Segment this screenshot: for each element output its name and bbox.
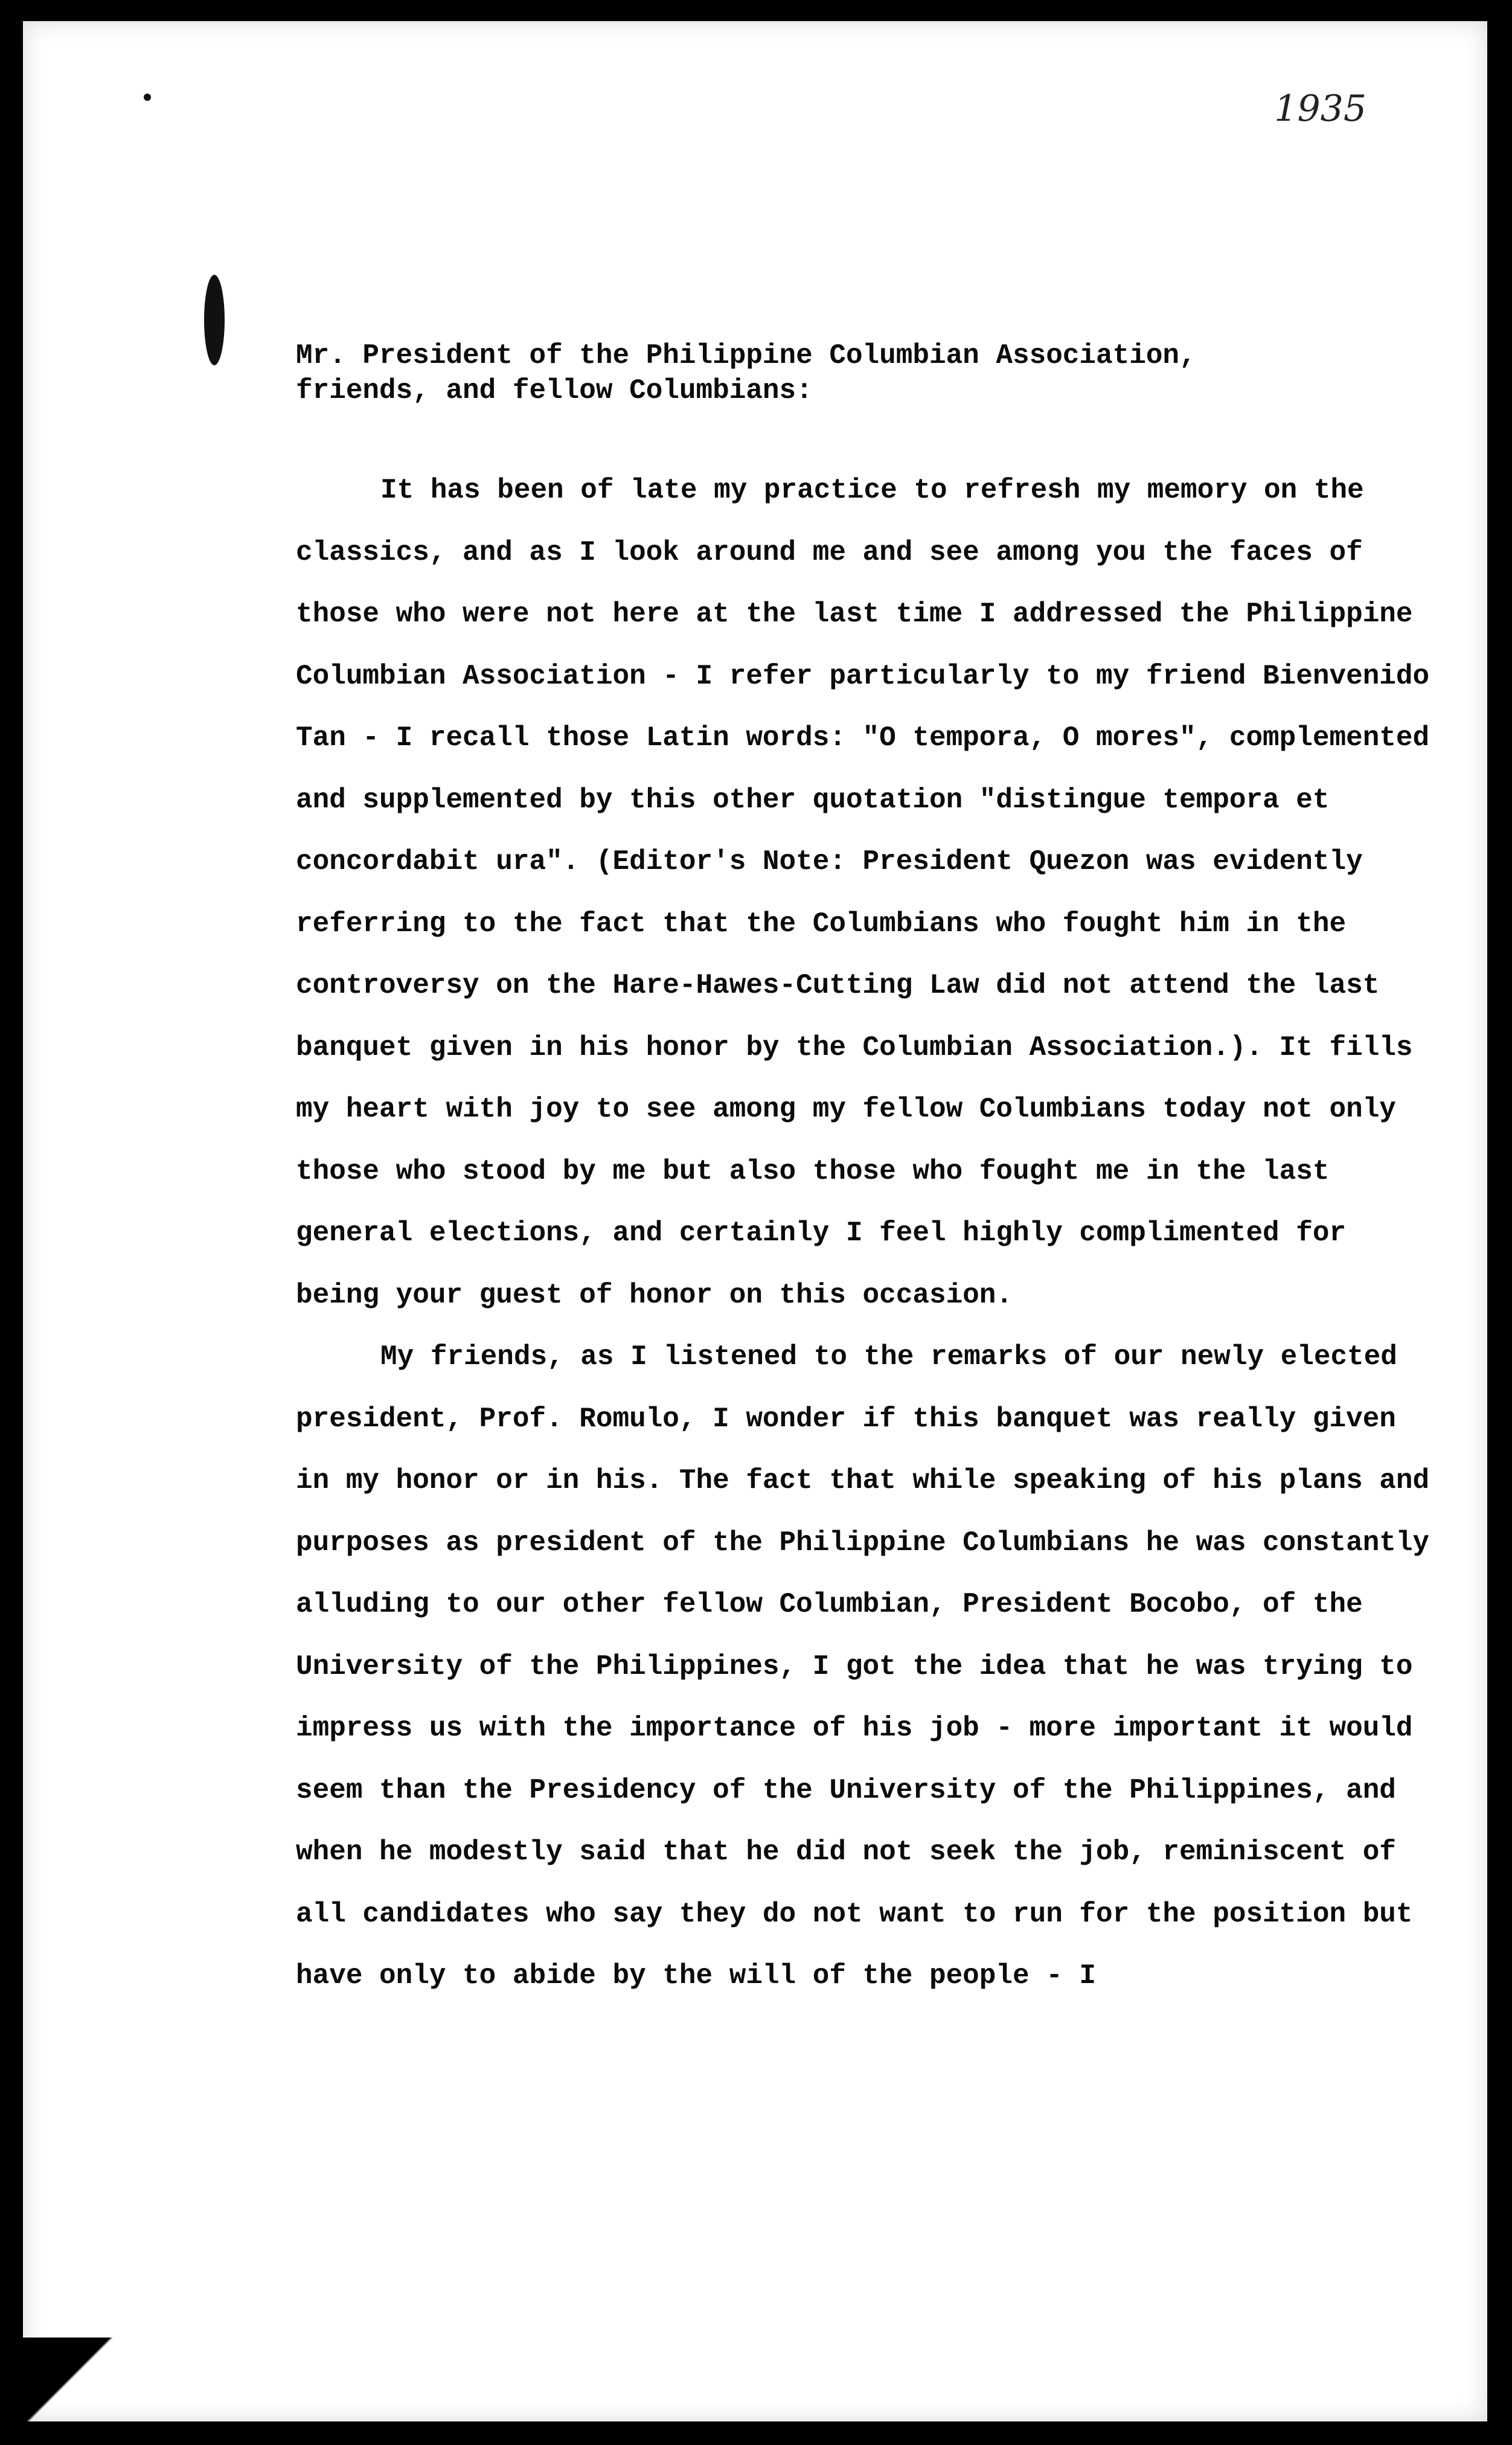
document-page bbox=[23, 21, 1487, 2421]
handwritten-year-annotation: 1935 bbox=[1274, 88, 1366, 130]
paragraph-1 bbox=[296, 460, 1443, 1326]
paragraph-text: My friends, as I listened to the remarks of our newly elected president, Prof. Romulo, I wonder if this banquet was really given in my honor or in his. The fact that while speaking of his plans and purposes as president of the Philippine Columbians he was constantly alluding to our other fellow Columbian, President Bocobo, of the University of the Philippines, I got the idea that he was trying to impress us with the importance of his job - more important it would seem than the Presidency of the University of the Philippines, and when he modestly said that he did not seek the job, reminiscent of all candidates who say they do not want to run for the position but have only to abide by the will of the people - I bbox=[296, 1341, 1430, 1992]
paragraph-text: It has been of late my practice to refresh my memory on the classics, and as I look around me and see among you the faces of those who were not here at the last time I addressed the Philippine Columbian Association - I refer particularly to my friend Bienvenido Tan - I recall those Latin words: "O tempora, O mores", complemented and supplemented by this other quotation "distingue tempora et concordabit ura". (Editor's Note: President Quezon was evidently referring to the fact that the Columbians who fought him in the controversy on the Hare-Hawes-Cutting Law did not attend the last banquet given in his honor by the Columbian Association.). It fills my heart with joy to see among my fellow Columbians today not only those who stood by me but also those who fought me in the last general elections, and certainly I feel highly complimented for being your guest of honor on this occasion. bbox=[296, 475, 1430, 1311]
letter-body bbox=[296, 338, 1443, 2007]
salutation bbox=[296, 338, 1443, 408]
folded-corner bbox=[23, 2338, 120, 2422]
salutation-line-2: friends, and fellow Columbians: bbox=[296, 375, 813, 406]
paragraph-2 bbox=[296, 1326, 1443, 2007]
salutation-line-1: Mr. President of the Philippine Columbian Association, bbox=[296, 340, 1196, 371]
ink-mark bbox=[144, 94, 151, 101]
ink-blot bbox=[204, 275, 225, 365]
